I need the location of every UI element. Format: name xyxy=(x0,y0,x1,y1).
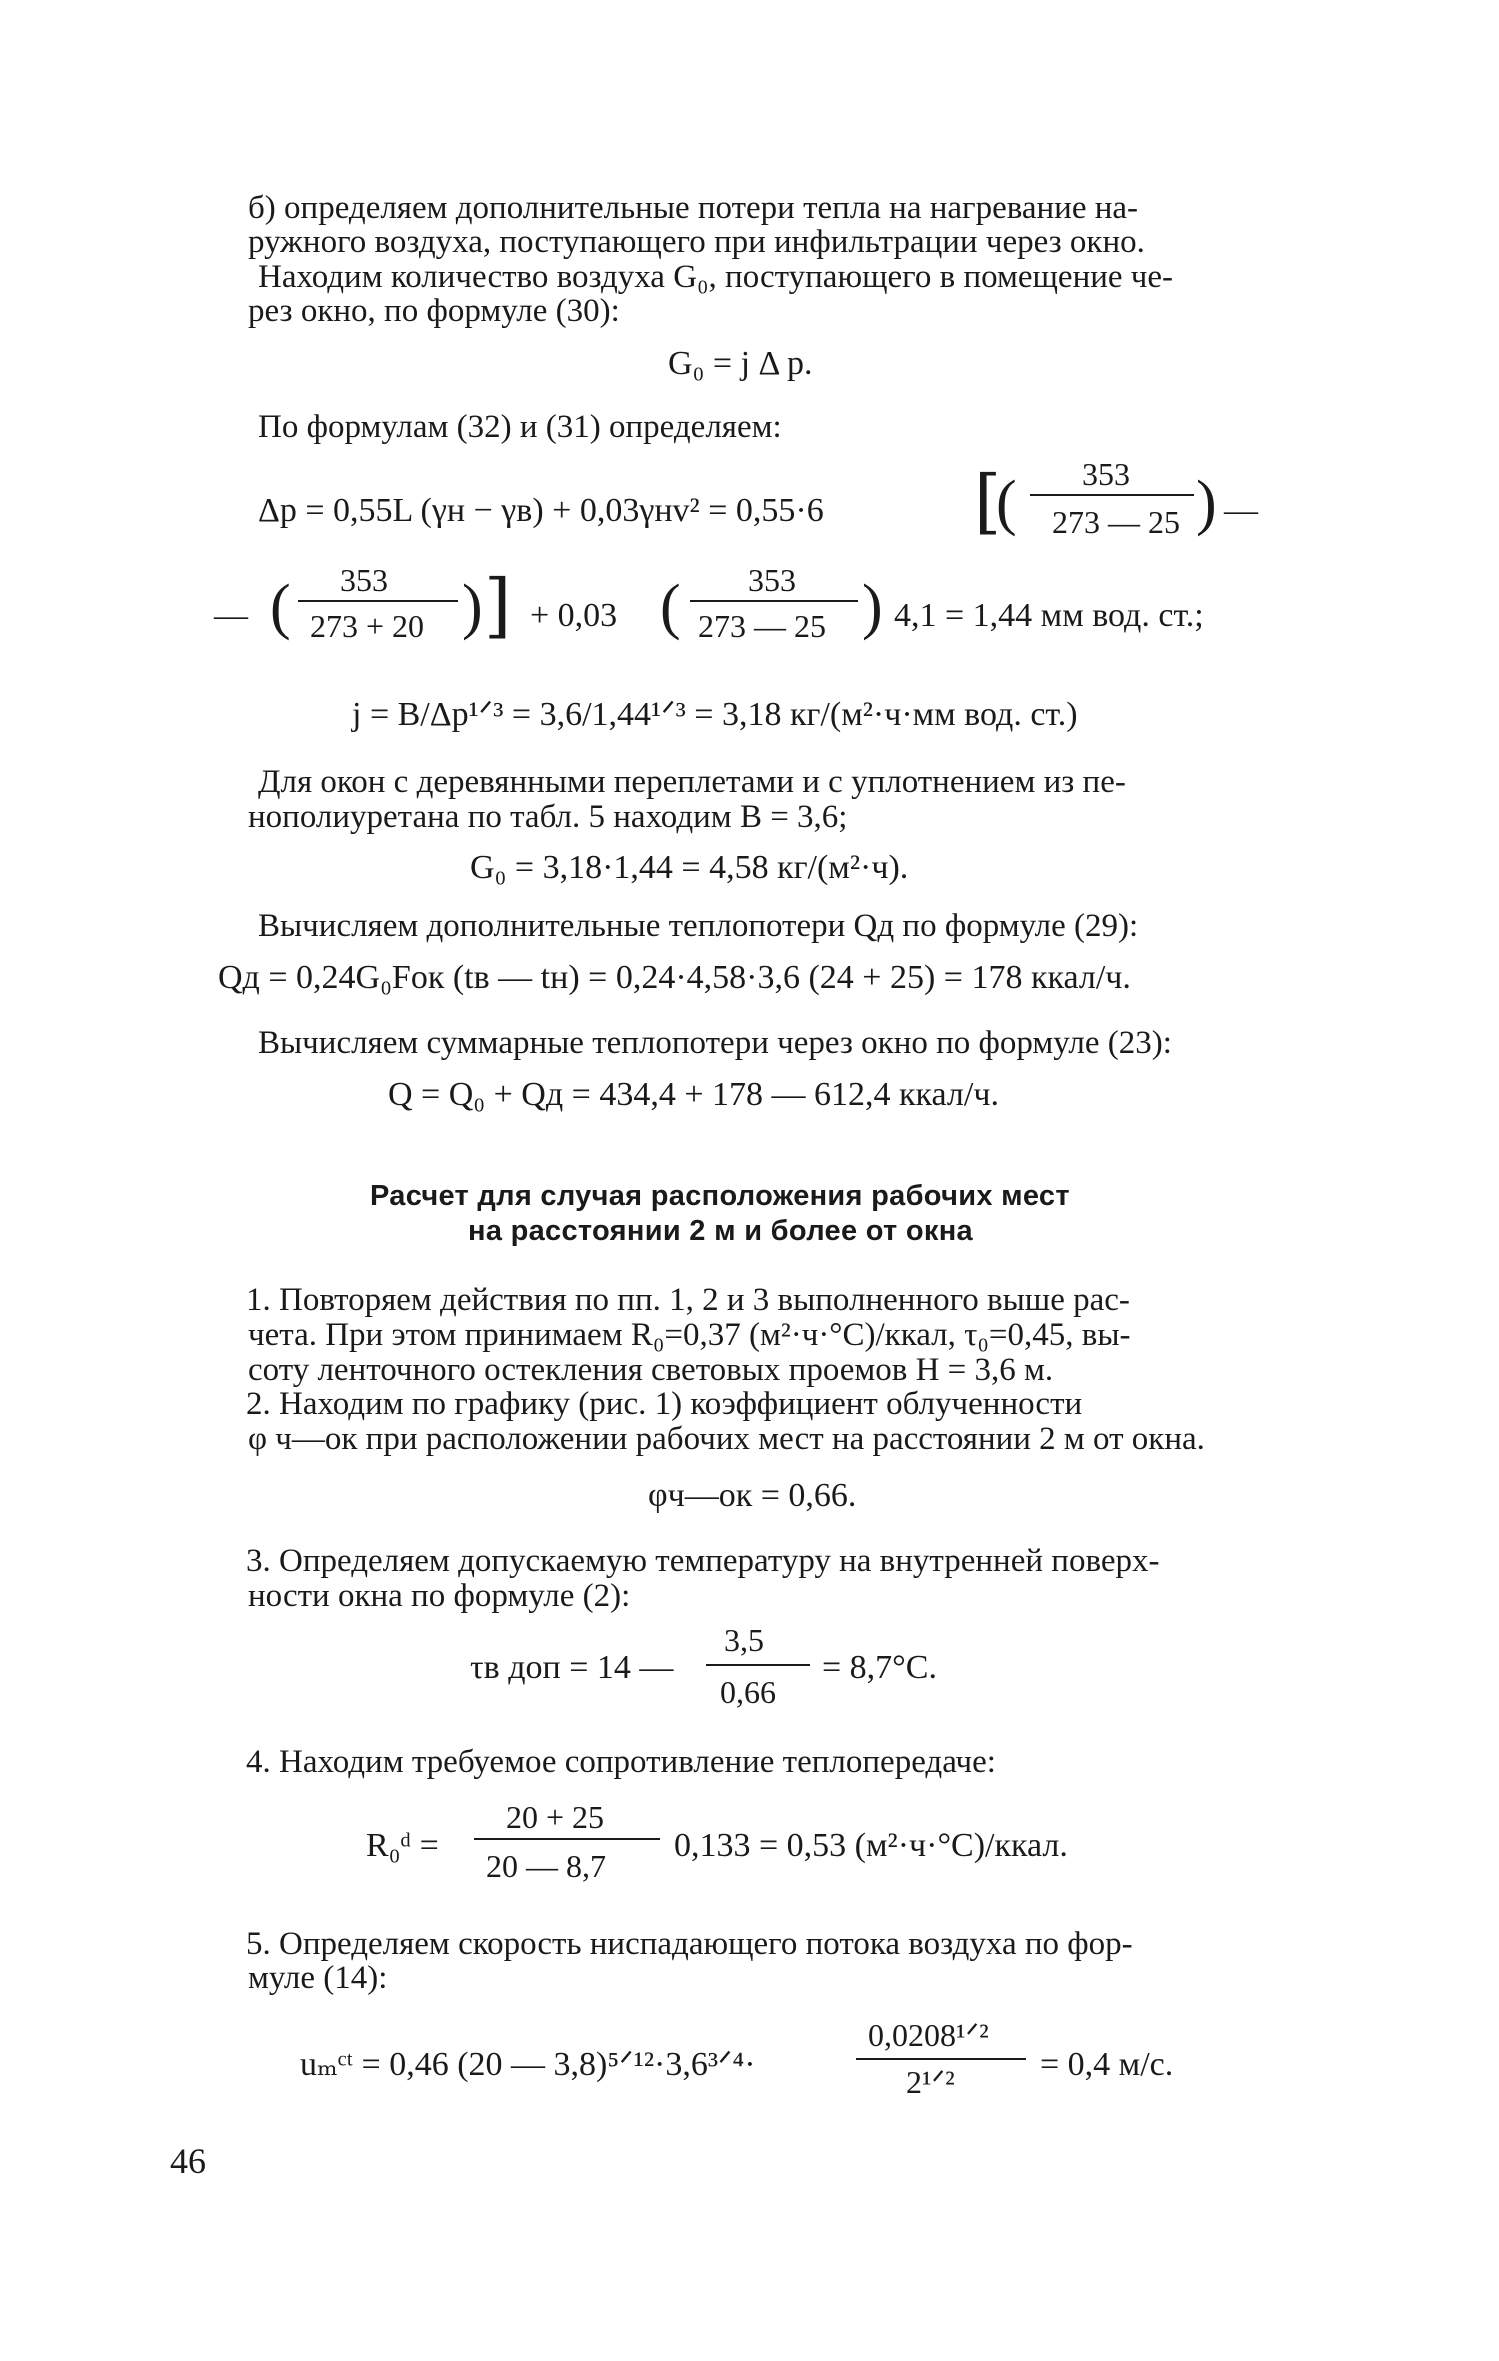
text-line: Для окон с деревянными переплетами и с уплотнением из пе- xyxy=(258,764,1126,800)
equation-dp-end: 4,1 = 1,44 мм вод. ст.; xyxy=(894,597,1204,634)
fraction-numerator: 20 + 25 xyxy=(506,1799,605,1835)
equation-u-lhs: uₘᶜᵗ = 0,46 (20 — 3,8)⁵ᐟ¹²·3,6³ᐟ⁴· xyxy=(300,2046,756,2083)
text-line: По формулам (32) и (31) определяем: xyxy=(258,409,782,445)
fraction-denominator: 0,66 xyxy=(720,1674,776,1710)
text-line: ности окна по формуле (2): xyxy=(248,1578,631,1614)
text-line: чета. При этом принимаем R₀=0,37 (м²·ч·°С)/ккал, τ₀=0,45, вы- xyxy=(248,1317,1131,1353)
equation-dp-mid: + 0,03 xyxy=(530,597,618,634)
paren-close: ) xyxy=(1196,469,1217,537)
fraction-numerator: 353 xyxy=(748,562,796,598)
text-line: φ ч—ок при расположении рабочих мест на расстоянии 2 м от окна. xyxy=(248,1421,1205,1457)
paren-open: ( xyxy=(270,573,291,641)
equation-r-lhs: R₀ᵈ = xyxy=(366,1827,439,1864)
bracket-open: [ xyxy=(974,460,1002,542)
text-line: муле (14): xyxy=(248,1960,388,1996)
minus-sign: — xyxy=(214,597,248,634)
equation-u-rhs: = 0,4 м/с. xyxy=(1040,2046,1174,2083)
text-line: 4. Находим требуемое сопротивление теплопередаче: xyxy=(246,1744,996,1780)
fraction-denominator: 2¹ᐟ² xyxy=(906,2064,955,2100)
fraction-denominator: 273 + 20 xyxy=(310,608,425,644)
page-number: 46 xyxy=(170,2141,206,2181)
text-line: 3. Определяем допускаемую температуру на внутренней поверх- xyxy=(246,1543,1160,1579)
equation-j: j = B/Δp¹ᐟ³ = 3,6/1,44¹ᐟ³ = 3,18 кг/(м²·ч·мм вод. ст.) xyxy=(352,696,1078,733)
equation-r-rhs: 0,133 = 0,53 (м²·ч·°С)/ккал. xyxy=(674,1827,1068,1864)
text-line: Находим количество воздуха G₀, поступающего в помещение че- xyxy=(258,259,1174,295)
equation-tau-lhs: τв доп = 14 — xyxy=(470,1649,674,1686)
fraction-numerator: 353 xyxy=(340,562,388,598)
text-line: б) определяем дополнительные потери тепла на нагревание на- xyxy=(248,190,1139,226)
equation-qd: Qд = 0,24G₀Fок (tв — tн) = 0,24·4,58·3,6 (24 + 25) = 178 ккал/ч. xyxy=(218,959,1131,996)
text-line: 1. Повторяем действия по пп. 1, 2 и 3 выполненного выше рас- xyxy=(246,1282,1130,1318)
fraction-numerator: 353 xyxy=(1082,456,1130,492)
equation-phi: φч—ок = 0,66. xyxy=(648,1477,857,1514)
equation-tau-rhs: = 8,7°С. xyxy=(822,1649,937,1686)
fraction-denominator: 20 — 8,7 xyxy=(486,1848,606,1884)
fraction-bar xyxy=(690,600,858,602)
fraction-denominator: 273 — 25 xyxy=(1052,504,1180,540)
section-heading: на расстоянии 2 м и более от окна xyxy=(468,1215,973,1247)
text-line: Вычисляем суммарные теплопотери через окно по формуле (23): xyxy=(258,1025,1172,1061)
text-line: Вычисляем дополнительные теплопотери Qд по формуле (29): xyxy=(258,908,1139,944)
fraction-bar xyxy=(856,2058,1026,2060)
paren-open: ( xyxy=(996,469,1017,537)
fraction-bar xyxy=(474,1838,660,1840)
fraction-denominator: 273 — 25 xyxy=(698,608,826,644)
equation-g0: G₀ = j Δ p. xyxy=(668,345,813,382)
text-line: ружного воздуха, поступающего при инфильтрации через окно. xyxy=(248,224,1145,260)
equation-q: Q = Q₀ + Qд = 434,4 + 178 — 612,4 ккал/ч. xyxy=(388,1076,999,1113)
fraction-bar xyxy=(298,600,458,602)
text-line: 5. Определяем скорость ниспадающего потока воздуха по фор- xyxy=(246,1926,1133,1962)
minus-sign: — xyxy=(1224,492,1258,529)
text-line: 2. Находим по графику (рис. 1) коэффициент облученности xyxy=(246,1386,1083,1422)
text-line: соту ленточного остекления световых проемов H = 3,6 м. xyxy=(248,1352,1054,1388)
fraction-bar xyxy=(1030,494,1194,496)
equation-dp-lhs: Δp = 0,55L (γн − γв) + 0,03γнv² = 0,55·6 xyxy=(258,492,824,529)
fraction-numerator: 0,0208¹ᐟ² xyxy=(868,2017,989,2053)
fraction-numerator: 3,5 xyxy=(724,1622,764,1658)
equation-g0-value: G₀ = 3,18·1,44 = 4,58 кг/(м²·ч). xyxy=(470,849,909,886)
section-heading: Расчет для случая расположения рабочих мест xyxy=(370,1180,1070,1212)
bracket-close: ] xyxy=(484,564,512,646)
paren-close: ) xyxy=(462,573,483,641)
fraction-bar xyxy=(706,1664,810,1666)
paren-close: ) xyxy=(862,573,883,641)
text-line: нополиуретана по табл. 5 находим B = 3,6; xyxy=(248,799,848,835)
text-line: рез окно, по формуле (30): xyxy=(248,293,620,329)
paren-open: ( xyxy=(660,573,681,641)
